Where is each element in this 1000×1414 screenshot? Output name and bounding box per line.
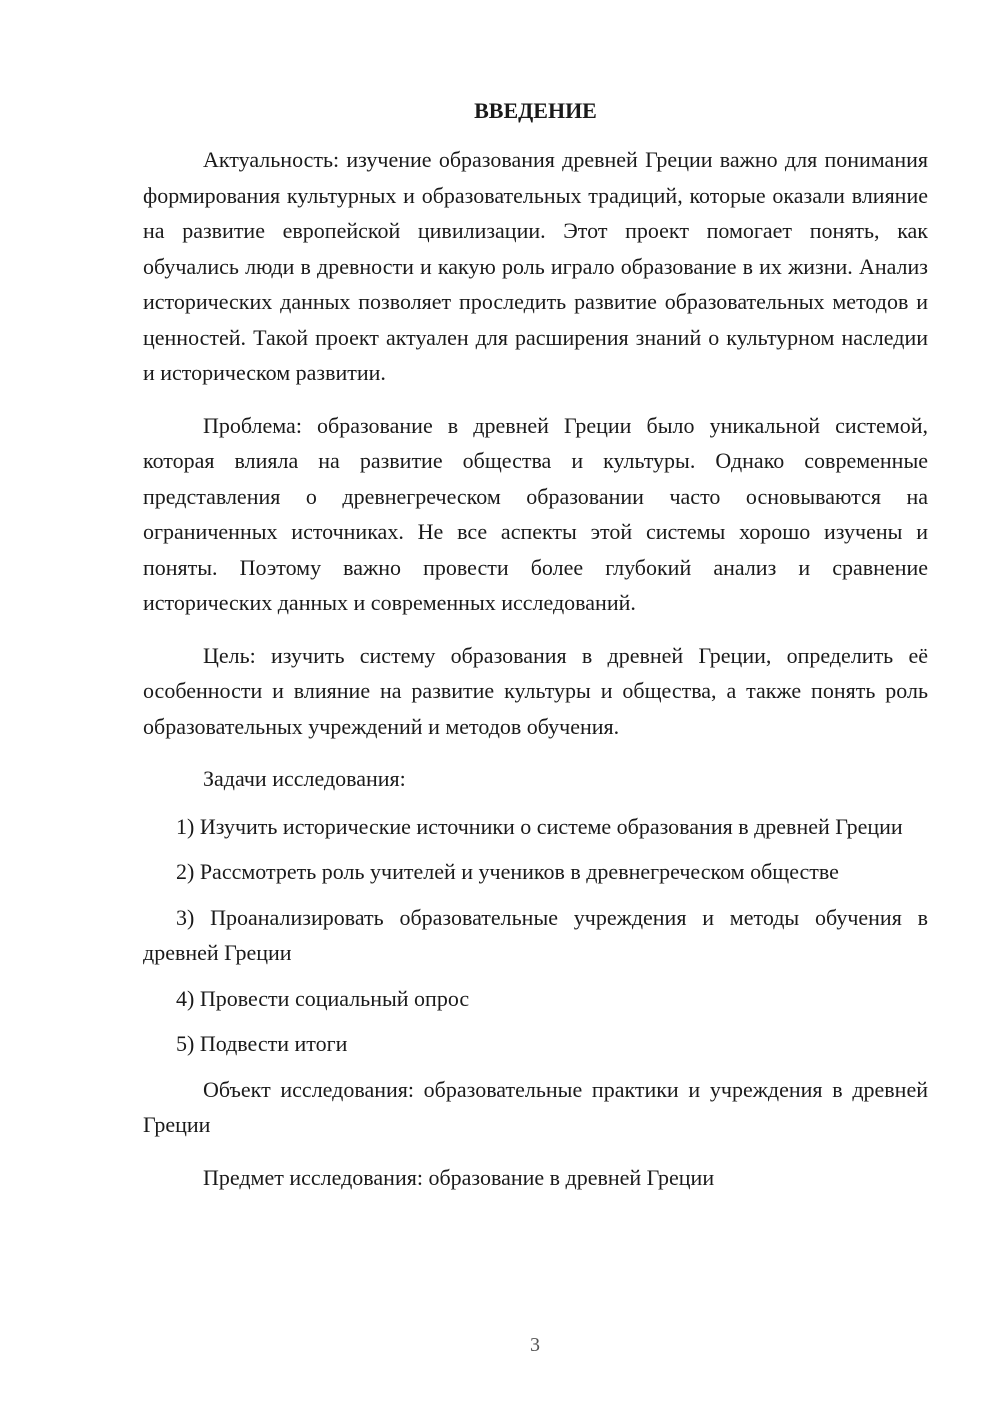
goal-paragraph: Цель: изучить систему образования в древней Греции, определить её особенности и влияние на развитие культуры и общества, а также понять роль образовательных учреждений и методов обучения. — [143, 642, 928, 739]
task-item: 4) Провести социальный опрос — [176, 985, 470, 1011]
task-item: 2) Рассмотреть роль учителей и учеников в древнегреческом обществе — [176, 859, 839, 884]
section-heading: ВВЕДЕНИЕ — [474, 98, 597, 123]
relevance-paragraph: Актуальность: изучение образования древней Греции важно для понимания формирования культурных и образовательных традиций, которые оказали влияние на развитие европейской цивилизации. Этот проект помогает понять, как обучались люди в древности и какую роль играло образование в их жизни. Анализ исторических данных позволяет проследить развитие образовательных методов и ценностей. Такой проект актуален для расширения знаний о культурном наследии и историческом развитии. — [143, 147, 928, 385]
task-item: 1) Изучить исторические источники о системе образования в древней Греции — [176, 813, 903, 839]
document-page — [143, 93, 928, 1212]
tasks-title: Задачи исследования: — [203, 766, 406, 791]
subject-paragraph: Предмет исследования: образование в древней Греции — [203, 1164, 715, 1190]
page-number: 3 — [530, 1334, 540, 1356]
problem-paragraph: Проблема: образование в древней Греции было уникальной системой, которая влияла на развитие общества и культуры. Однако современные представления о древнегреческом образовании часто основываются на ограниченных источниках. Не все аспекты этой системы хорошо изучены и поняты. Поэтому важно провести более глубокий анализ и сравнение исторических данных и современных исследований. — [143, 412, 928, 615]
object-paragraph: Объект исследования: образовательные практики и учреждения в древней Греции — [143, 1076, 928, 1137]
task-item: 5) Подвести итоги — [176, 1031, 348, 1056]
task-item: 3) Проанализировать образовательные учреждения и методы обучения в древней Греции — [143, 904, 928, 965]
